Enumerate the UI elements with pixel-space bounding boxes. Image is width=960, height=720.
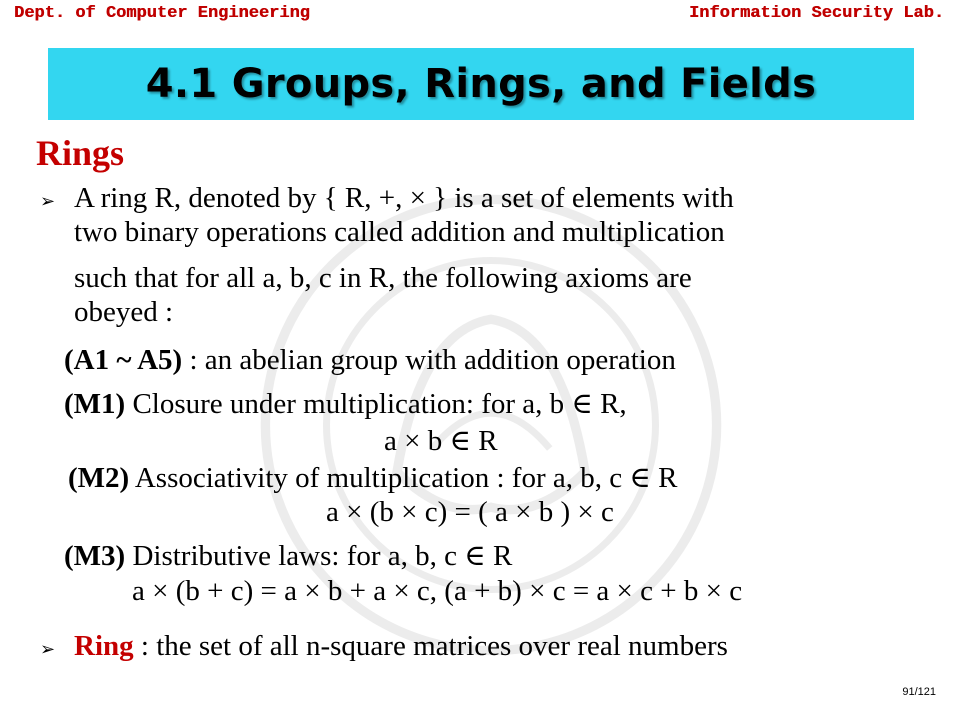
axiom-m2 — [68, 460, 677, 496]
axiom-m2-text: Associativity of multiplication : for a, b, c ∈ R — [129, 462, 678, 494]
bullet1-line2: two binary operations called addition and multiplication — [74, 216, 725, 248]
title-bar — [48, 48, 914, 120]
arrow-bullet-icon: ➢ — [40, 191, 56, 212]
axiom-m2-formula: a × (b × c) = ( a × b ) × c — [326, 496, 614, 528]
axiom-a1-label: (A1 ~ A5) — [64, 344, 183, 376]
axiom-m3-formula: a × (b + c) = a × b + a × c, (a + b) × c = a × c + b × c — [132, 575, 743, 607]
axiom-m2-label: (M2) — [68, 462, 130, 494]
bullet1-line3: such that for all a, b, c in R, the following axioms are — [74, 262, 692, 294]
section-heading: Rings — [36, 133, 125, 173]
header-left: Dept. of Computer Engineering — [14, 4, 310, 23]
axiom-a1-text: : an abelian group with addition operation — [182, 344, 676, 376]
slide-title: 4.1 Groups, Rings, and Fields — [145, 61, 817, 107]
bullet1-line1: A ring R, denoted by { R, +, × } is a set of elements with — [74, 182, 734, 214]
bullet2-text: : the set of all n-square matrices over real numbers — [133, 630, 728, 662]
bullet2 — [74, 628, 728, 664]
axiom-m1 — [64, 386, 627, 422]
ring-label: Ring — [74, 630, 134, 662]
axiom-a1 — [64, 342, 676, 378]
axiom-m3-label: (M3) — [64, 540, 126, 572]
axiom-m1-text: Closure under multiplication: for a, b ∈ R, — [125, 388, 627, 420]
axiom-m1-label: (M1) — [64, 388, 126, 420]
axiom-m3 — [64, 538, 512, 574]
header-right: Information Security Lab. — [688, 4, 944, 23]
arrow-bullet-icon: ➢ — [40, 639, 56, 660]
axiom-m3-text: Distributive laws: for a, b, c ∈ R — [125, 540, 513, 572]
axiom-m1-formula: a × b ∈ R — [384, 425, 498, 457]
page-number: 91/121 — [902, 686, 936, 698]
bullet1-line4: obeyed : — [74, 296, 174, 328]
